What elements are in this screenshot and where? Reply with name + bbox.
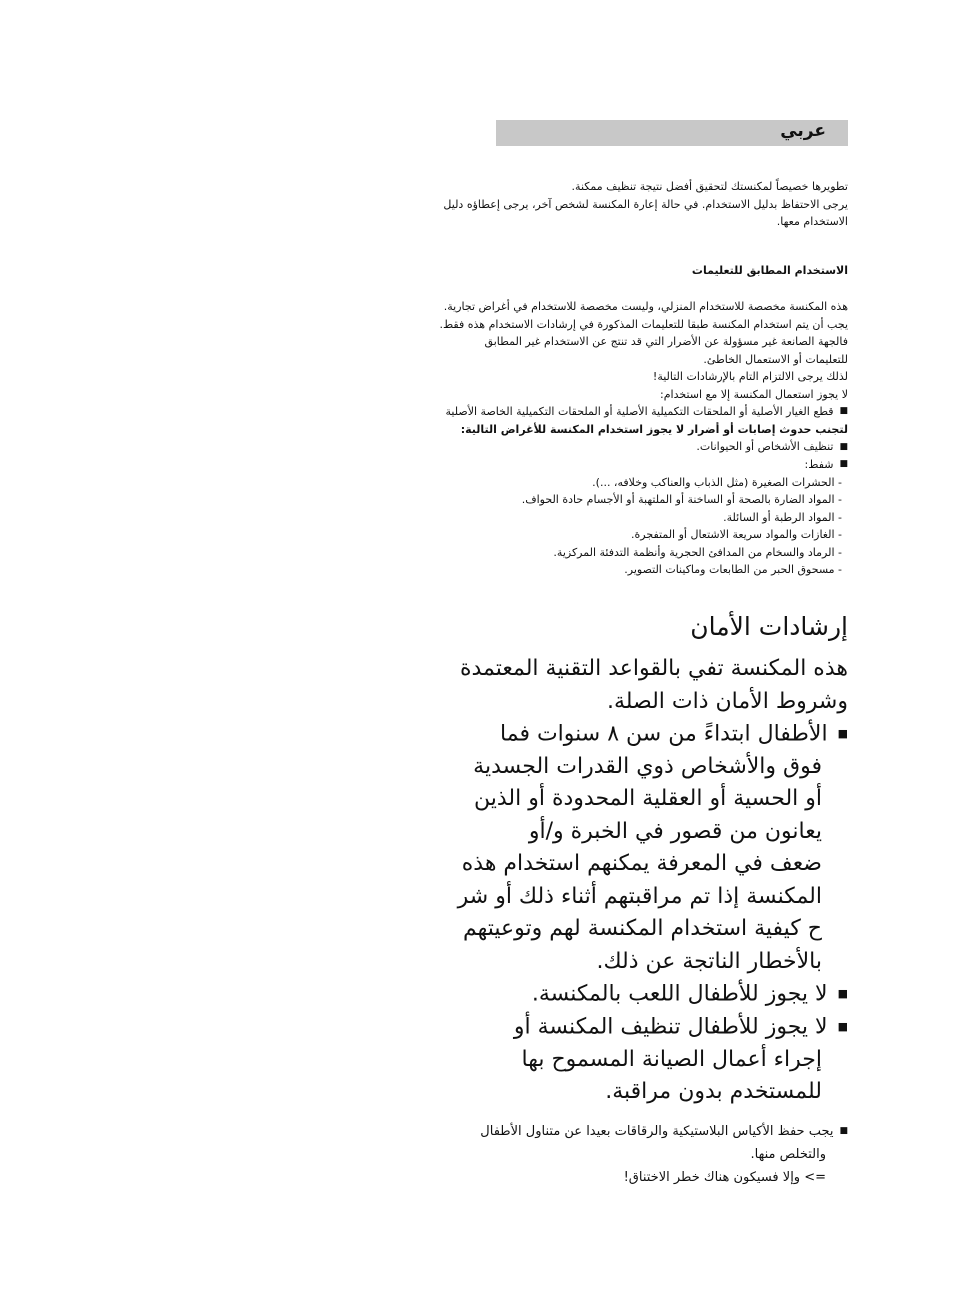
- text-line: للتعليمات أو الاستعمال الخاطئ.: [703, 352, 848, 366]
- intro-line: تطويرها خصيصاً لمكنستك لتحقيق أفضل نتيجة تنظيف ممكنة.: [571, 180, 848, 193]
- text-line: ضعف في المعرفة يمكنهم استخدام هذه: [461, 851, 822, 877]
- bullet-text: لا يجوز للأطفال اللعب بالمكنسة.: [531, 981, 828, 1007]
- sub-item: - الحشرات الصغيرة (مثل الذباب والعناكب وخلافه، ...).: [592, 475, 842, 489]
- section-title-intended-use: الاستخدام المطابق للتعليمات: [691, 264, 848, 277]
- safety-extra: [480, 1120, 848, 1189]
- sub-item: - الرماد والسخام من المدافئ الحجرية وأنظمة التدفئة المركزية.: [553, 545, 842, 559]
- text-line: إجراء أعمال الصيانة المسموح بها: [521, 1046, 822, 1072]
- text-line: يعانون من قصور في الخبرة و/أو: [528, 818, 822, 844]
- bullet-item: [458, 1011, 848, 1044]
- bullet-text: الأطفال ابتداءً من سن ٨ سنوات فما: [500, 721, 828, 747]
- text-line: بالأخطار الناتجة عن ذلك.: [596, 948, 822, 974]
- intro-line: الاستخدام معها.: [776, 215, 848, 228]
- bullet-item: [480, 1120, 848, 1143]
- language-header-bar: [496, 120, 848, 146]
- sub-item: - الغازات والمواد سريعة الاشتعال أو المتفجرة.: [631, 528, 842, 542]
- text-line: وشروط الأمان ذات الصلة.: [606, 688, 848, 714]
- safety-title: إرشادات الأمان: [690, 612, 848, 641]
- bullet-item: [439, 438, 848, 456]
- intended-use-text: [439, 298, 848, 579]
- bullet-item: [458, 978, 848, 1011]
- warning-note: => وإلا فسيكون هناك خطر الاختناق!: [623, 1170, 826, 1185]
- bullet-text: قطع الغيار الأصلية أو الملحقات التكميلية الأصلية أو الملحقات التكميلية الخاصة الأصلية: [445, 405, 834, 418]
- bullet-text: تنظيف الأشخاص أو الحيوانات.: [696, 440, 834, 454]
- intro-text: [443, 178, 848, 231]
- text-line: فالجهة الصانعة غير مسؤولة عن الأضرار التي قد تنتج عن الاستخدام غير المطابق: [484, 335, 848, 348]
- intro-line: يرجى الاحتفاظ بدليل الاستخدام. في حالة إعارة المكنسة لشخص آخر، يرجى إعطاؤه دليل: [443, 197, 848, 211]
- sub-item: - مسحوق الحبر من الطابعات وماكينات التصوير.: [624, 563, 842, 577]
- language-label: عربي: [780, 121, 826, 141]
- sub-item: - المواد الضارة بالصحة أو الساخنة أو الملتهبة أو الأجسام حادة الحواف.: [521, 493, 842, 507]
- text-line: فوق والأشخاص ذوي القدرات الجسدية: [473, 753, 822, 779]
- bullet-item: [439, 403, 848, 421]
- text-line: هذه المكنسة تفي بالقواعد التقنية المعتمدة: [459, 656, 848, 681]
- sub-item: - المواد الرطبة أو السائلة.: [723, 510, 842, 524]
- text-line: لذلك يرجى الالتزام التام بالإرشادات التالية!: [652, 370, 848, 383]
- bullet-item: [458, 718, 848, 751]
- warning-text: لتجنب حدوث إصابات أو أضرار لا يجوز استخدام المكنسة للأغراض التالية:: [460, 422, 848, 436]
- text-line: والتخلص منها.: [750, 1147, 826, 1162]
- bullet-item: [439, 456, 848, 474]
- safety-text: [458, 653, 848, 1109]
- bullet-text: شفط:: [804, 458, 834, 471]
- bullet-text: لا يجوز للأطفال تنظيف المكنسة أو: [513, 1014, 828, 1040]
- text-line: المكنسة إذا تم مراقبتهم أثناء ذلك أو شر: [457, 883, 822, 909]
- text-line: ح كيفية استخدام المكنسة لهم وتوعيتهم: [462, 916, 822, 942]
- text-line: للمستخدم بدون مراقبة.: [605, 1079, 822, 1105]
- bullet-text: يجب حفظ الأكياس البلاستيكية والرقاقات بعيدا عن متناول الأطفال: [480, 1124, 834, 1139]
- text-line: هذه المكنسة مخصصة للاستخدام المنزلي، وليست مخصصة للاستخدام في أغراض تجارية.: [443, 300, 848, 313]
- text-line: يجب أن يتم استخدام المكنسة طبقا للتعليمات المذكورة في إرشادات الاستخدام هذه فقط.: [439, 317, 848, 331]
- text-line: لا يجوز استعمال المكنسة إلا مع استخدام:: [660, 387, 848, 401]
- text-line: أو الحسية أو العقلية المحدودة أو الذين: [474, 786, 822, 812]
